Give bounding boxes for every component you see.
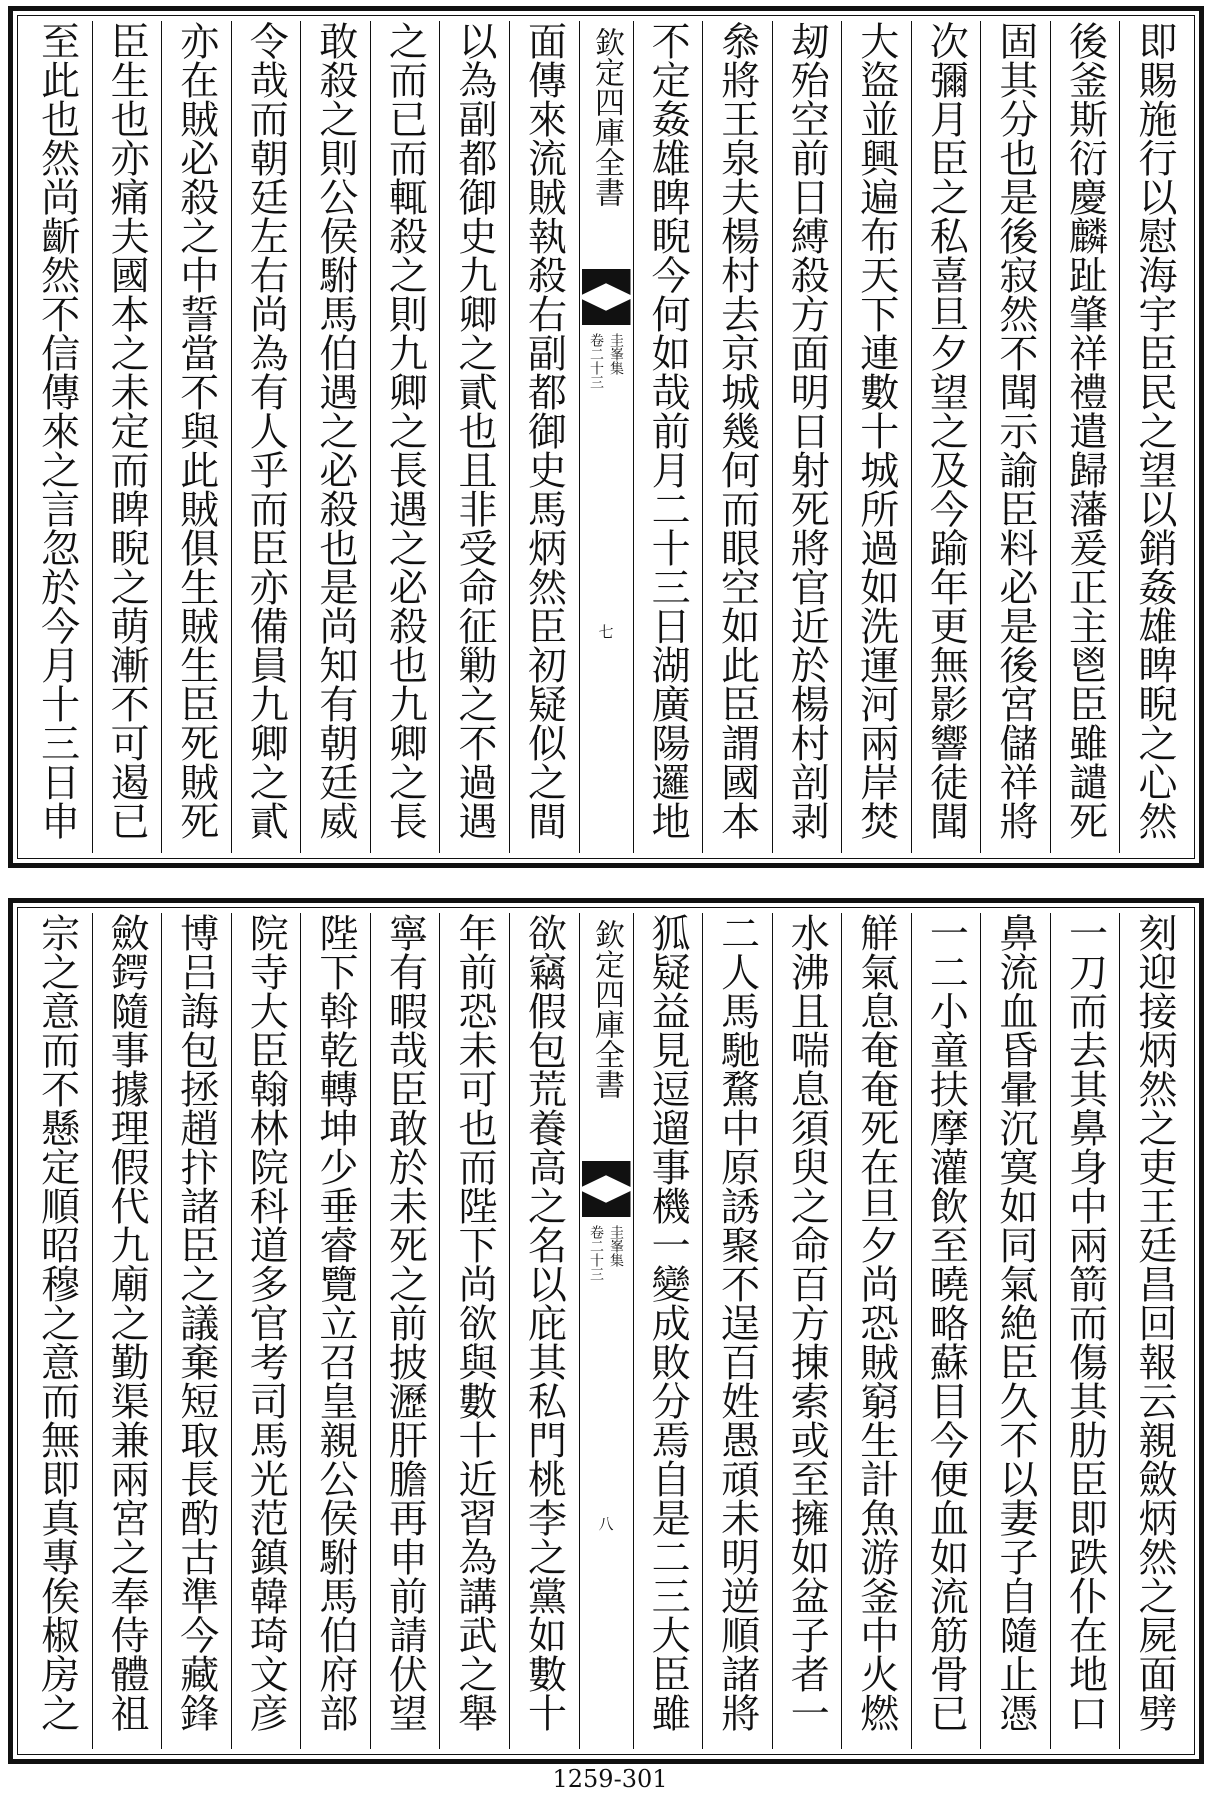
column-text: 面傳來流賊執殺右副都御史馬炳然臣初疑似之間: [521, 21, 567, 840]
text-column: [439, 21, 509, 853]
text-column: [92, 21, 162, 853]
column-text: 觧氣息奄奄死在旦夕尚恐賊窮生計魚游釜中火燃: [853, 913, 899, 1732]
volume-number: 卷二十三: [588, 1225, 604, 1281]
column-text: 次彌月臣之私喜旦夕望之及今踰年更無影響徒聞: [923, 21, 969, 840]
column-text: 令哉而朝廷左右尚為有人乎而臣亦備員九卿之貳: [243, 21, 289, 840]
text-column: [370, 21, 440, 853]
text-column: [300, 21, 370, 853]
column-text: 鼻流血昏暈沉寞如同氣絶臣久不以妻子自隨止憑: [992, 913, 1038, 1732]
book-name: 圭峯集: [608, 1225, 624, 1267]
fish-tail-mark: [582, 269, 631, 295]
text-column: [439, 913, 509, 1749]
text-column: [911, 21, 981, 853]
column-text: 寧有暇哉臣敢於未死之前披瀝肝膽再申前請伏望: [382, 913, 428, 1732]
text-column: [161, 21, 231, 853]
column-text: 二人馬馳騖中原誘聚不逞百姓愚頑未明逆順諸將: [714, 913, 760, 1732]
text-column: [231, 21, 301, 853]
column-text: 之而已而輒殺之則九卿之長遇之必殺也九卿之長: [382, 21, 428, 840]
text-column: [772, 21, 842, 853]
text-column: [231, 913, 301, 1749]
column-text: 不定姦雄睥睨今何如哉前月二十三日湖廣陽邏地: [645, 21, 691, 840]
text-column: [509, 913, 579, 1749]
column-text: 刻迎接炳然之吏王廷昌回報云親斂炳然之屍面劈: [1132, 913, 1177, 1732]
text-column: [1050, 21, 1120, 853]
text-column: [911, 913, 981, 1749]
column-text: 狐疑益見逗遛事機一變成敗分焉自是二三大臣雖: [645, 913, 691, 1732]
column-text: 一二小童扶摩灌飲至曉略蘇目今便血如流筋骨已: [923, 913, 969, 1732]
text-column: [509, 21, 579, 853]
column-text: 欲竊假包荒養高之名以庇其私門桃李之黨如數十: [521, 913, 567, 1732]
text-column: [1119, 913, 1189, 1749]
column-text: 即賜施行以慰海宇臣民之望以銷姦雄睥睨之心然: [1132, 21, 1177, 840]
volume-info: [580, 1225, 633, 1345]
text-column: [23, 21, 92, 853]
leaf-number: 八: [598, 1515, 614, 1533]
column-text: 叅將王泉夫楊村去京城幾何而眼空如此臣謂國本: [714, 21, 760, 840]
text-column: [772, 913, 842, 1749]
text-column: [702, 21, 772, 853]
fish-tail-mark: [582, 1191, 631, 1217]
column-text: 後釜斯衍慶麟趾肇祥禮遣歸藩爰正主鬯臣雖譴死: [1062, 21, 1108, 840]
column-text: 敢殺之則公侯駙馬伯遇之必殺也是尚知有朝廷威: [312, 21, 358, 840]
fish-tail-mark: [582, 299, 631, 325]
column-text: 水沸且喘息須臾之命百方㨂索或至擁如盆子者一: [784, 913, 830, 1732]
column-text: 宗之意而不懸定順昭穆之意而無即真專俟椒房之: [34, 913, 80, 1732]
column-text: 院寺大臣翰林院科道多官考司馬光范鎮韓琦文彦: [243, 913, 289, 1732]
book-title: 欽定四庫全書: [589, 27, 624, 207]
text-column: [633, 21, 703, 853]
book-title: 欽定四庫全書: [589, 919, 624, 1099]
page-panel-top: [8, 6, 1204, 868]
page-panel-bottom: [8, 898, 1204, 1764]
volume-number: 卷二十三: [588, 333, 604, 389]
column-text: 博吕誨包拯趙抃諸臣之議棄短取長酌古準今藏鋒: [173, 913, 219, 1732]
column-text: 臣生也亦痛夫國本之未定而睥睨之萌漸不可遏已: [104, 21, 150, 840]
text-column: [370, 913, 440, 1749]
column-text: 大盜並興遍布天下連數十城所過如洗運河兩岸焚: [853, 21, 899, 840]
text-column: [23, 913, 92, 1749]
book-name: 圭峯集: [608, 333, 624, 375]
column-text: 刼殆空前日縛殺方面明日射死將官近於楊村剖剥: [784, 21, 830, 840]
fish-tail-mark: [582, 1161, 631, 1187]
text-column: [841, 21, 911, 853]
column-text: 一刀而去其鼻身中兩箭而傷其肋臣即跌仆在地口: [1062, 913, 1108, 1732]
column-text: 至此也然尚齗然不信傳來之言忽於今月十三日申: [34, 21, 80, 840]
text-column: [92, 913, 162, 1749]
center-fold-top: [579, 21, 633, 853]
column-text: 斂鍔隨事據理假代九廟之勤渠兼兩宮之奉侍體祖: [104, 913, 150, 1732]
leaf-number: 七: [598, 623, 614, 641]
column-text: 固其分也是後寂然不聞示諭臣料必是後宮儲祥將: [992, 21, 1038, 840]
column-text: 亦在賊必殺之中誓當不與此賊俱生賊生臣死賊死: [173, 21, 219, 840]
text-column: [841, 913, 911, 1749]
text-column: [980, 21, 1050, 853]
text-column: [1050, 913, 1120, 1749]
text-column: [161, 913, 231, 1749]
volume-info: [580, 333, 633, 453]
page-number-caption: 1259-301: [552, 1765, 668, 1793]
text-column: [300, 913, 370, 1749]
text-columns-bottom: [23, 913, 1189, 1749]
column-text: 年前恐未可也而陛下尚欲與數十近習為講武之舉: [451, 913, 497, 1732]
text-column: [1119, 21, 1189, 853]
column-text: 以為副都御史九卿之貳也且非受命征勦之不過遇: [451, 21, 497, 840]
column-text: 陛下斡乾轉坤少垂睿覽立召皇親公侯駙馬伯府部: [312, 913, 358, 1732]
text-columns-top: [23, 21, 1189, 853]
center-fold-bottom: [579, 913, 633, 1749]
text-column: [980, 913, 1050, 1749]
text-column: [633, 913, 703, 1749]
text-column: [702, 913, 772, 1749]
